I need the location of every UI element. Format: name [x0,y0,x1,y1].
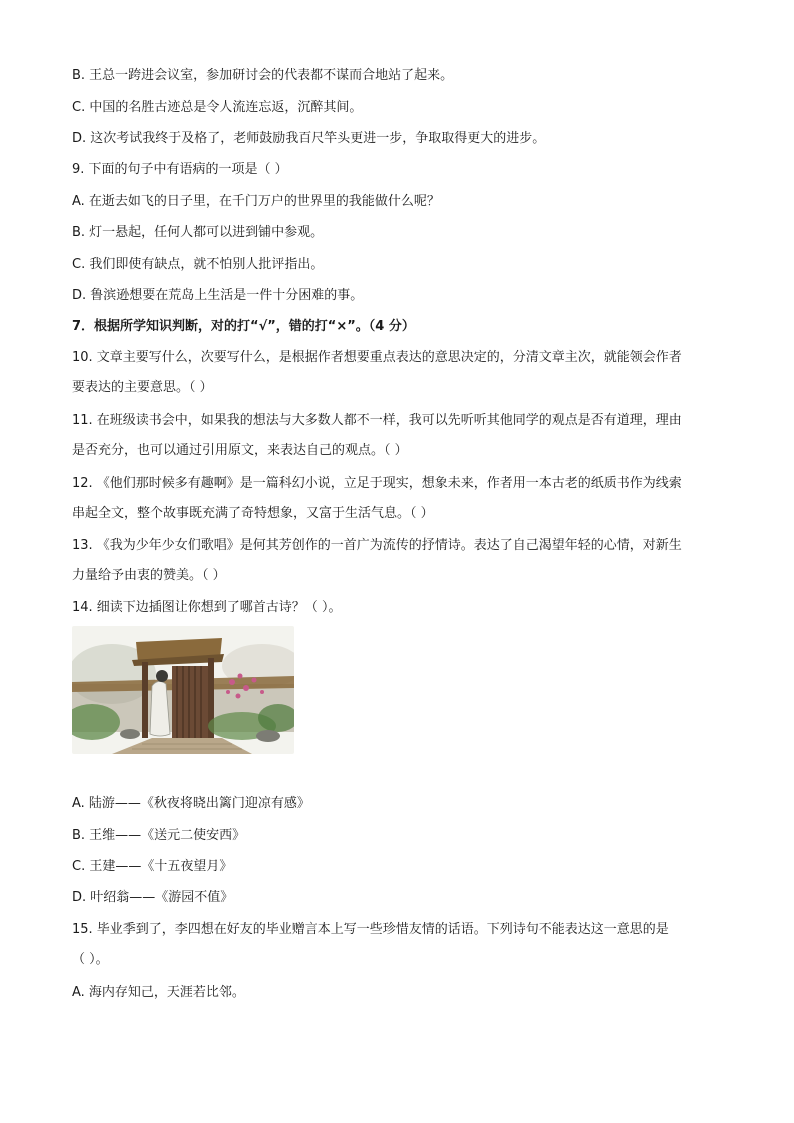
q9-option-c: C. 我们即使有缺点，就不怕别人批评指出。 [72,257,324,272]
question-9: 9. 下面的句子中有语病的一项是（ ） [72,162,288,177]
question-15-line-2: （ ）。 [72,952,109,967]
question-13-line-2: 力量给予由衷的赞美。（ ） [72,568,226,583]
q9-option-d: D. 鲁滨逊想要在荒岛上生活是一件十分困难的事。 [72,288,364,303]
q9-option-b: B. 灯一悬起，任何人都可以进到铺中参观。 [72,225,324,240]
section-7-heading: 7．根据所学知识判断，对的打“√”，错的打“×”。（4 分） [72,319,415,334]
q14-option-a: A. 陆游——《秋夜将晓出篱门迎凉有感》 [72,796,310,811]
question-12-line-1: 12. 《他们那时候多有趣啊》是一篇科幻小说，立足于现实，想象未来，作者用一本古老的纸质书作为线索 [72,476,682,491]
question-15-line-1: 15. 毕业季到了，李四想在好友的毕业赠言本上写一些珍惜友情的话语。下列诗句不能表达这一意思的是 [72,922,669,937]
q15-option-a: A. 海内存知己，天涯若比邻。 [72,985,245,1000]
garden-gate-illustration [72,626,294,754]
question-11-line-2: 是否充分，也可以通过引用原文，来表达自己的观点。（ ） [72,443,408,458]
q8-option-c: C. 中国的名胜古迹总是令人流连忘返，沉醉其间。 [72,100,363,115]
q8-option-b: B. 王总一跨进会议室，参加研讨会的代表都不谋而合地站了起来。 [72,68,454,83]
poem-illustration [72,626,294,754]
q14-option-b: B. 王维——《送元二使安西》 [72,828,246,843]
question-10-line-2: 要表达的主要意思。（ ） [72,380,213,395]
question-13-line-1: 13. 《我为少年少女们歌唱》是何其芳创作的一首广为流传的抒情诗。表达了自己渴望年轻的心情，对新生 [72,538,682,553]
q14-option-c: C. 王建——《十五夜望月》 [72,859,233,874]
q14-option-d: D. 叶绍翁——《游园不值》 [72,890,234,905]
question-11-line-1: 11. 在班级读书会中，如果我的想法与大多数人都不一样，我可以先听听其他同学的观点是否有道理，理由 [72,413,682,428]
question-14: 14. 细读下边插图让你想到了哪首古诗？（ ）。 [72,600,342,615]
q8-option-d: D. 这次考试我终于及格了，老师鼓励我百尺竿头更进一步，争取取得更大的进步。 [72,131,546,146]
question-10-line-1: 10. 文章主要写什么，次要写什么，是根据作者想要重点表达的意思决定的，分清文章主次，就能领会作者 [72,350,682,365]
q9-option-a: A. 在逝去如飞的日子里，在千门万户的世界里的我能做什么呢？ [72,194,440,209]
question-12-line-2: 串起全文，整个故事既充满了奇特想象，又富于生活气息。（ ） [72,506,434,521]
